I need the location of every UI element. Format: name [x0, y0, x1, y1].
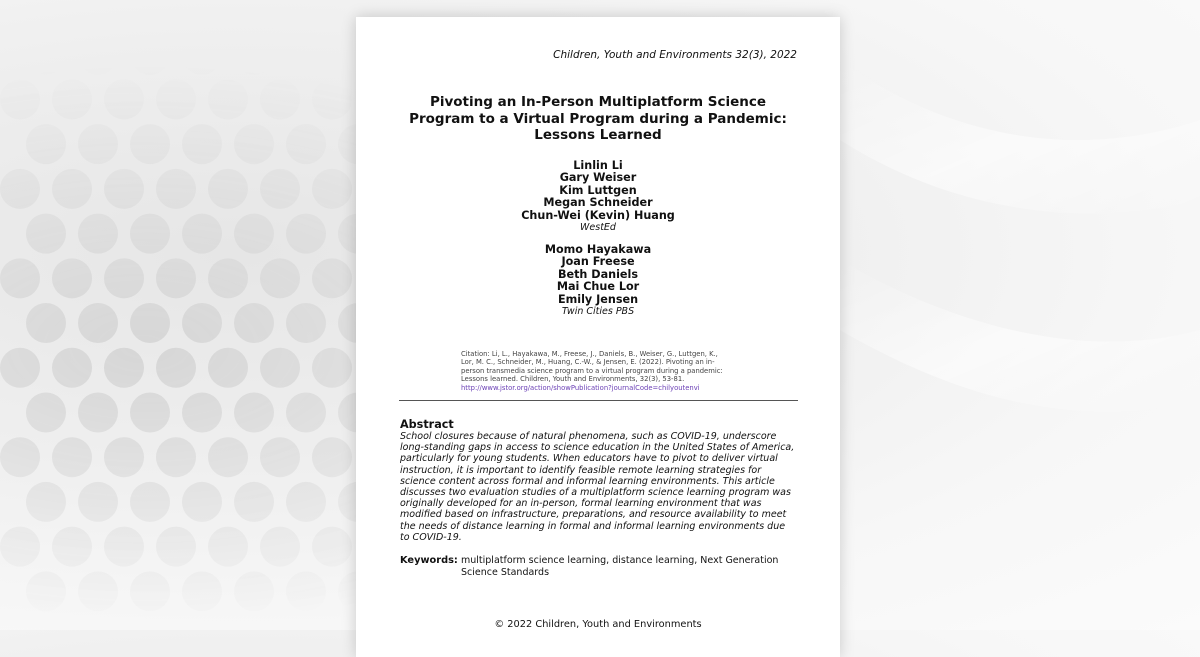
background-dot	[286, 571, 326, 611]
abstract-line: long-standing gaps in access to science education in the United States of America,	[400, 442, 795, 454]
background-dot	[78, 571, 118, 611]
background-dot	[26, 482, 66, 522]
abstract-line: originally developed for an in-person, formal learning environment that was	[400, 498, 762, 510]
background-dot	[260, 527, 300, 567]
abstract-line: particularly for young students. When educators have to pivot to deliver virtual	[400, 453, 778, 465]
background-dot	[312, 437, 352, 477]
author-name: Beth Daniels	[557, 267, 639, 281]
background-dot	[156, 169, 196, 209]
background-dot	[52, 348, 92, 388]
author-name: Megan Schneider	[543, 196, 653, 210]
citation-line: Lessons learned. Children, Youth and Environments, 32(3), 53-81.	[461, 375, 685, 384]
background-dot	[52, 169, 92, 209]
background-dot	[52, 0, 92, 30]
background-dot	[156, 79, 196, 119]
background-dot	[208, 437, 248, 477]
background-dot	[26, 303, 66, 343]
abstract-line: School closures because of natural phenomena, such as COVID-19, underscore	[400, 431, 777, 442]
background-dot	[52, 437, 92, 477]
copyright-notice: © 2022 Children, Youth and Environments	[494, 619, 702, 630]
citation-block	[461, 350, 741, 392]
background-dot	[156, 527, 196, 567]
background-dot	[234, 482, 274, 522]
background-dot	[104, 527, 144, 567]
background-dot	[104, 348, 144, 388]
background-dot	[182, 392, 222, 432]
background-dot	[156, 348, 196, 388]
background-dot	[104, 79, 144, 119]
title-line: Program to a Virtual Program during a Pandemic:	[409, 110, 787, 127]
background-dot	[156, 0, 196, 30]
background-dot	[52, 79, 92, 119]
background-dot	[78, 214, 118, 254]
background-dot	[78, 303, 118, 343]
background-dot	[234, 392, 274, 432]
journal-header: Children, Youth and Environments 32(3), 2022	[553, 49, 797, 61]
background-dot	[182, 214, 222, 254]
background-dot	[78, 392, 118, 432]
background-dot	[260, 169, 300, 209]
background-dot	[312, 348, 352, 388]
background-dot	[234, 35, 274, 75]
background-dot	[0, 437, 40, 477]
citation-line: Lor, M. C., Schneider, M., Huang, C.-W., & Jensen, E. (2022). Pivoting an in-	[461, 358, 715, 367]
background-dot	[182, 571, 222, 611]
author-group-wested	[356, 160, 840, 233]
abstract-line: discusses two evaluation studies of a multiplatform science learning program was	[400, 487, 791, 499]
background-dot	[26, 392, 66, 432]
background-dot	[52, 527, 92, 567]
background-dot	[312, 79, 352, 119]
background-dot	[52, 258, 92, 298]
background-dot	[312, 169, 352, 209]
background-dot	[286, 303, 326, 343]
citation-line: person transmedia science program to a virtual program during a pandemic:	[461, 366, 723, 375]
author-affiliation: WestEd	[580, 222, 616, 234]
background-dot	[312, 527, 352, 567]
author-name: Chun-Wei (Kevin) Huang	[521, 208, 675, 222]
background-dot	[286, 214, 326, 254]
background-dot	[208, 258, 248, 298]
article-title	[386, 94, 810, 144]
background-dot	[104, 437, 144, 477]
abstract-text	[400, 431, 795, 543]
background-dot	[182, 35, 222, 75]
background-dot	[260, 258, 300, 298]
background-dot	[130, 571, 170, 611]
background-dot	[156, 437, 196, 477]
background-dot	[0, 79, 40, 119]
background-dot	[104, 169, 144, 209]
author-name: Emily Jensen	[557, 292, 639, 306]
background-dot	[130, 392, 170, 432]
author-name: Linlin Li	[573, 159, 623, 172]
background-dot	[130, 124, 170, 164]
keywords-text: multiplatform science learning, distance learning, Next Generation Science Standards	[461, 555, 779, 578]
background-dot	[0, 527, 40, 567]
keywords-label: Keywords:	[400, 555, 458, 566]
abstract-line: modified based on infrastructure, preparations, and resource availability to meet	[400, 509, 787, 521]
abstract-line: science content across formal and informal learning environments. This article	[400, 475, 775, 487]
background-dot	[208, 527, 248, 567]
background-dot	[0, 258, 40, 298]
background-dot	[208, 0, 248, 30]
background-dot	[208, 169, 248, 209]
background-dot	[182, 482, 222, 522]
background-dot	[156, 258, 196, 298]
citation-line: Citation: Li, L., Hayakawa, M., Freese, J., Daniels, B., Weiser, G., Luttgen, K.,	[461, 350, 718, 358]
background-dot	[260, 348, 300, 388]
background-dot	[182, 303, 222, 343]
background-dot	[182, 124, 222, 164]
abstract-heading: Abstract	[400, 418, 454, 431]
background-dot	[234, 303, 274, 343]
author-name: Kim Luttgen	[559, 183, 637, 197]
background-dot	[234, 124, 274, 164]
title-line: Pivoting an In-Person Multiplatform Science	[429, 94, 767, 110]
background-dot	[130, 482, 170, 522]
background-dot	[208, 79, 248, 119]
background-dot	[234, 214, 274, 254]
background-dot	[286, 392, 326, 432]
background-dot	[26, 124, 66, 164]
background-dot	[78, 124, 118, 164]
author-name: Momo Hayakawa	[544, 243, 652, 256]
background-dot	[78, 35, 118, 75]
background-dot	[286, 35, 326, 75]
background-dot	[0, 348, 40, 388]
background-dot	[312, 0, 352, 30]
background-dot	[312, 258, 352, 298]
background-dot	[286, 482, 326, 522]
author-affiliation: Twin Cities PBS	[561, 306, 635, 318]
background-dot	[104, 258, 144, 298]
abstract-line: the needs of distance learning in formal and informal learning environments due	[400, 520, 786, 532]
background-dot	[26, 571, 66, 611]
background-dot	[234, 571, 274, 611]
abstract-line: instruction, it is important to identify feasible remote learning strategies for	[400, 464, 762, 476]
background-dot	[260, 79, 300, 119]
title-line: Lessons Learned	[534, 127, 662, 143]
author-name: Mai Chue Lor	[556, 280, 640, 294]
background-dot	[78, 482, 118, 522]
background-dot	[0, 0, 40, 30]
author-name: Gary Weiser	[559, 171, 637, 185]
background-dot	[208, 348, 248, 388]
background-dot	[130, 303, 170, 343]
background-dot	[0, 169, 40, 209]
background-dot	[130, 35, 170, 75]
document-page	[356, 17, 840, 657]
citation-link[interactable]: http://www.jstor.org/action/showPublication?journalCode=chilyoutenvi	[461, 383, 700, 392]
background-dot	[260, 0, 300, 30]
background-dot	[104, 0, 144, 30]
background-dot	[286, 124, 326, 164]
abstract-line: to COVID-19.	[400, 531, 462, 543]
divider	[399, 400, 798, 401]
background-dot	[260, 437, 300, 477]
author-group-tpt	[356, 244, 840, 317]
background-dot	[26, 35, 66, 75]
background-dot	[130, 214, 170, 254]
background-dot	[26, 214, 66, 254]
author-name: Joan Freese	[561, 255, 635, 269]
